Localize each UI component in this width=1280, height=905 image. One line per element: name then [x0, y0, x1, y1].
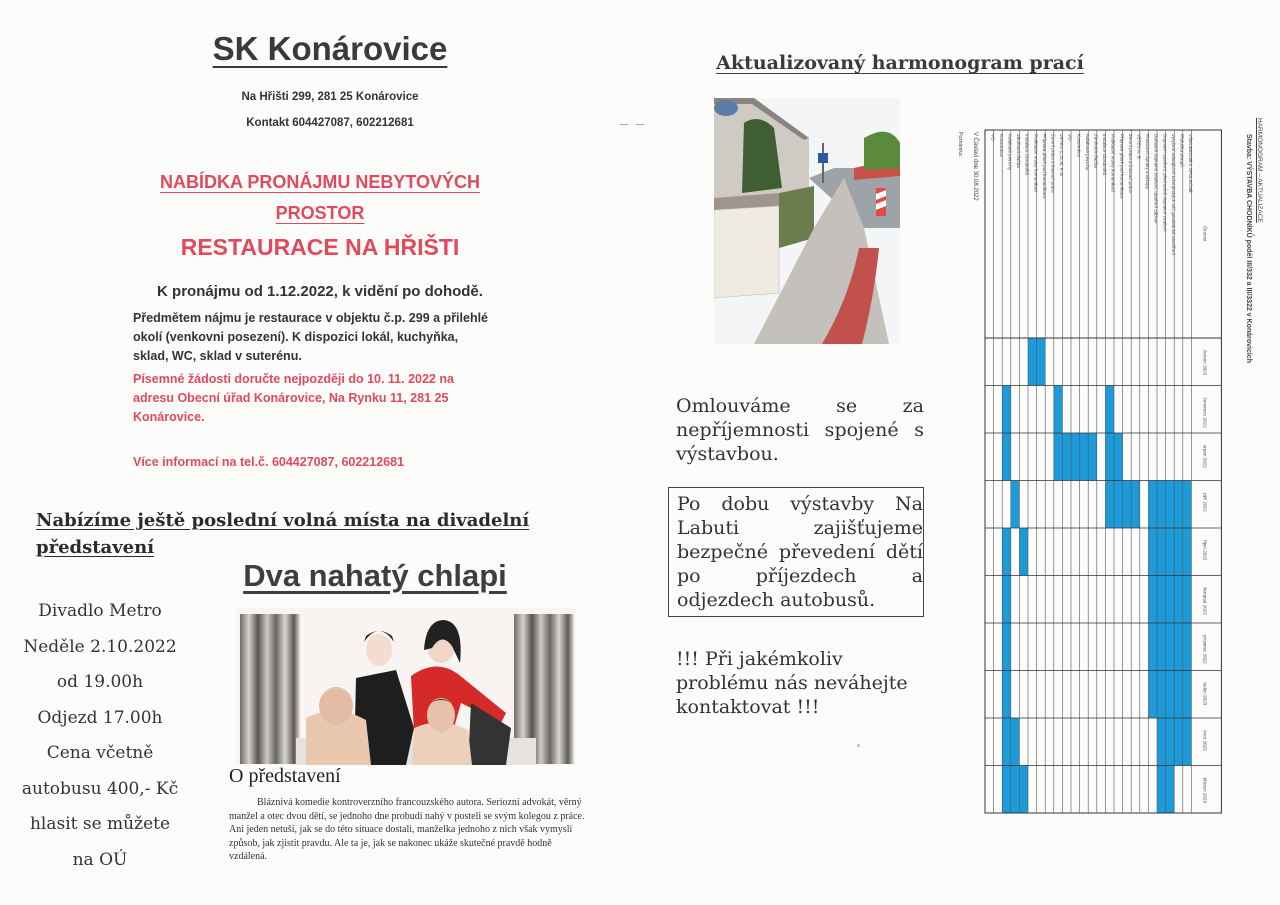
gantt-bar-cell: [1174, 623, 1183, 671]
more-info-phone: Více informací na tel.č. 604427087, 602212681: [133, 455, 405, 469]
rent-description: Předmětem nájmu je restaurace v objektu č.p. 299 a přilehlé okolí (venkovni posezení). K dispozici lokál, kuchyňka, sklad, WC, sklad v suterénu.: [133, 311, 489, 363]
theatre-heading: Nabízíme ještě poslední volná místa na divadelní představení: [36, 510, 530, 558]
gantt-bar-cell: [1002, 718, 1011, 766]
gantt-bar-cell: [1002, 623, 1011, 671]
curtain-left: [240, 614, 300, 764]
scan-speck: [857, 744, 860, 747]
construction-schedule: [945, 110, 1275, 830]
gantt-bar-cell: [1054, 386, 1063, 434]
gantt-task-label: Dopravní opatření, přechodné dopravní značení: [1162, 134, 1168, 232]
gantt-bar-cell: [1174, 671, 1183, 719]
club-contact: Kontakt 604427087, 602212681: [246, 117, 414, 129]
schedule-header-small: HARMONOGRAM – AKTUALIZACE: [1256, 118, 1263, 223]
detail-venue: Divadlo Metro: [38, 601, 162, 621]
gantt-bar-cell: [1148, 623, 1157, 671]
gantt-task-label: Příprava pláně pod komunikace: [1119, 134, 1125, 199]
gantt-task-label: Provizorní úpravy a výkopy: [1145, 134, 1151, 190]
gantt-task-label: Instalace Obrubníků: [1024, 134, 1030, 176]
gantt-bar-cell: [1174, 718, 1183, 766]
detail-start: od 19.00h: [56, 672, 144, 692]
restaurant-title: RESTAURACE NA HŘIŠTI: [180, 234, 460, 260]
gantt-month-label: únor 2023: [1202, 730, 1208, 751]
gantt-bar-cell: [1114, 433, 1123, 481]
detail-departure: Odjezd 17.00h: [37, 707, 163, 728]
gantt-month-label: leden 2023: [1202, 682, 1208, 706]
gantt-bar-cell: [1166, 766, 1175, 814]
gantt-task-label: Asfaltové povrchy: [1007, 134, 1013, 171]
contact-note: !!! Při jakémkoliv problému nás neváhejte kontaktovat !!!: [676, 648, 908, 718]
gantt-bar-cell: [1166, 481, 1175, 529]
detail-signup: hlasit se můžete: [29, 814, 171, 834]
gantt-bar-cell: [1011, 766, 1020, 814]
gantt-task-label: Zemní práce a bourací práce: [1127, 134, 1133, 193]
gantt-bar-cell: [1105, 386, 1114, 434]
about-text: Bláznivá komedie kontroverzního francouzského autora. Seriozní advokát, věrný manžel a otec dvou dětí, se jednoho dne probudí nahý v posteli se svým kolegou z práce. Ani jeden netuší, jak se do této situace dostali, manželka jednoho z nich však vymyslí způsob, jak zjistit pravdu. Ale ta je, jak se nakonec ukáže skutečné pravdě hodně vzdálená.: [229, 797, 585, 862]
gantt-bar-cell: [1080, 433, 1089, 481]
gantt-bar-cell: [1088, 433, 1097, 481]
gantt-bar-cell: [1002, 433, 1011, 481]
gantt-bar-cell: [1166, 671, 1175, 719]
gantt-bar-cell: [1011, 481, 1020, 529]
apology-text: Omlouváme se za nepříjemnosti spojené s výstavbou.: [676, 395, 924, 465]
gantt-month-label: březen 2023: [1202, 777, 1208, 804]
offer-title: NABÍDKA PRONÁJMU NEBYTOVÝCH PROSTOR: [159, 172, 481, 223]
schedule-note-label: Poznámka:: [957, 132, 963, 158]
detail-price-label: Cena včetně: [46, 743, 154, 763]
application-instructions: Písemné žádosti doručte nejpozději do 10. 11. 2022 na adresu Obecní úřad Konárovice, Na Rynku 11, 281 25 Konárovice.: [133, 372, 454, 424]
gantt-task-label: Zámková dlažba: [1016, 134, 1022, 168]
rent-from-date: K pronájmu od 1.12.2022, k vidění po dohodě.: [157, 283, 483, 300]
gantt-bar-cell: [1105, 481, 1114, 529]
gantt-month-label: srpen 2022: [1202, 445, 1208, 468]
gantt-bar-cell: [1114, 481, 1123, 529]
gantt-month-label: říjen 2022: [1202, 540, 1208, 561]
gantt-task-label: Zámková dlažba: [1093, 134, 1099, 168]
gantt-bar-cell: [1028, 338, 1037, 386]
gantt-bar-cell: [1071, 433, 1080, 481]
gantt-month-label: září 2022: [1202, 492, 1208, 512]
detail-date: Neděle 2.10.2022: [23, 636, 177, 657]
gantt-bar-cell: [1019, 528, 1028, 576]
gantt-bar-cell: [1183, 718, 1192, 766]
gantt-bar-cell: [1019, 766, 1028, 814]
gantt-month-label: červenec 2022: [1202, 397, 1208, 428]
gantt-bar-cell: [1157, 623, 1166, 671]
gantt-task-label: Přeložka sloupů: [1179, 134, 1185, 167]
gantt-bar-cell: [1054, 433, 1063, 481]
gantt-bar-cell: [1157, 718, 1166, 766]
gantt-month-label: červen 2022: [1202, 350, 1208, 376]
gantt-bar-cell: [1148, 576, 1157, 624]
gantt-month-label: listopad 2022: [1202, 587, 1208, 615]
street-photo: [714, 98, 900, 344]
gantt-bar-cell: [1183, 528, 1192, 576]
gantt-column-header: Činnost: [1202, 226, 1208, 242]
gantt-bar-cell: [1166, 718, 1175, 766]
gantt-bar-cell: [1166, 528, 1175, 576]
gantt-task-label: Zemní práce a bourací práce: [1050, 134, 1056, 193]
gantt-task-label: Podkladní vrstvy komunikací: [1110, 134, 1116, 193]
gantt-bar-cell: [1011, 718, 1020, 766]
gantt-bar-cell: [1002, 528, 1011, 576]
gantt-grid: [945, 110, 1275, 830]
works-heading: Aktualizovaný harmonogram prací: [716, 52, 1084, 74]
gantt-month-label: prosinec 2022: [1202, 635, 1208, 664]
club-title: SK Konárovice: [212, 30, 448, 67]
gantt-bar-cell: [1174, 576, 1183, 624]
gantt-task-label: Příprava pláně pod komunikace: [1041, 134, 1047, 199]
gantt-task-label: VĚTEV C, D, E, F, G: [1059, 134, 1065, 177]
gantt-bar-cell: [1002, 671, 1011, 719]
gantt-bar-cell: [1105, 433, 1114, 481]
gantt-bar-cell: [1183, 576, 1192, 624]
gantt-bar-cell: [1174, 481, 1183, 529]
event-details: [0, 594, 200, 878]
scan-mark: [636, 124, 644, 125]
gantt-bar-cell: [1131, 481, 1140, 529]
gantt-bar-cell: [1183, 623, 1192, 671]
gantt-bar-cell: [1157, 481, 1166, 529]
gantt-task-label: Dočasné dopravní značení, opatření zábran: [1153, 134, 1159, 224]
gantt-bar-cell: [1002, 386, 1011, 434]
gantt-task-label: Vytyčení stávajících inženýrských sítí, geodetické zaměření: [1170, 134, 1176, 255]
gantt-bar-cell: [1166, 576, 1175, 624]
gantt-task-label: Asfaltové povrchy: [1084, 134, 1090, 171]
about-heading: O představení: [229, 765, 341, 787]
gantt-task-label: VŠEOBECNÉ A SPOLEČNÉ: [1188, 134, 1194, 193]
schedule-footer-date: V Čáslavi dne 30.08.2022: [972, 132, 978, 201]
scan-mark: [620, 124, 628, 125]
gantt-task-label: VĚTEV A, B: [1136, 134, 1142, 159]
gantt-task-label: Konstrukce: [998, 134, 1004, 157]
play-photo: [236, 608, 576, 765]
schedule-title: Stavba: VÝSTAVBA CHODNÍKŮ podél III/332 a III/3322 v Konárovicích: [1245, 134, 1252, 363]
gantt-bar-cell: [1148, 671, 1157, 719]
gantt-bar-cell: [1183, 481, 1192, 529]
gantt-task-label: Instalace Obrubníků: [1102, 134, 1108, 176]
play-title: Dva nahatý chlapi: [243, 558, 507, 593]
safety-info-box: Po dobu výstavby Na Labuti zajišťujeme bezpečné převedení dětí po příjezdech a odjezdech autobusů.: [668, 487, 924, 617]
gantt-bar-cell: [1002, 576, 1011, 624]
detail-signup-place: na OÚ: [72, 849, 128, 870]
gantt-bar-cell: [1174, 528, 1183, 576]
gantt-bar-cell: [1157, 766, 1166, 814]
gantt-bar-cell: [1123, 481, 1132, 529]
gantt-task-label: Konstrukce: [1076, 134, 1082, 157]
gantt-bar-cell: [1157, 671, 1166, 719]
gantt-bar-cell: [1157, 528, 1166, 576]
gantt-task-label: VO: [990, 134, 996, 141]
gantt-bar-cell: [1148, 481, 1157, 529]
gantt-bar-cell: [1157, 576, 1166, 624]
detail-price: autobusu 400,- Kč: [21, 778, 179, 799]
gantt-bar-cell: [1183, 671, 1192, 719]
gantt-bar-cell: [1002, 766, 1011, 814]
club-address: Na Hřišti 299, 281 25 Konárovice: [241, 91, 419, 103]
gantt-bar-cell: [1037, 338, 1046, 386]
gantt-bar-cell: [1166, 623, 1175, 671]
gantt-task-label: Podkladní vrstvy komunikací: [1033, 134, 1039, 193]
gantt-task-label: VO: [1067, 134, 1073, 141]
gantt-bar-cell: [1148, 528, 1157, 576]
gantt-bar-cell: [1062, 433, 1071, 481]
